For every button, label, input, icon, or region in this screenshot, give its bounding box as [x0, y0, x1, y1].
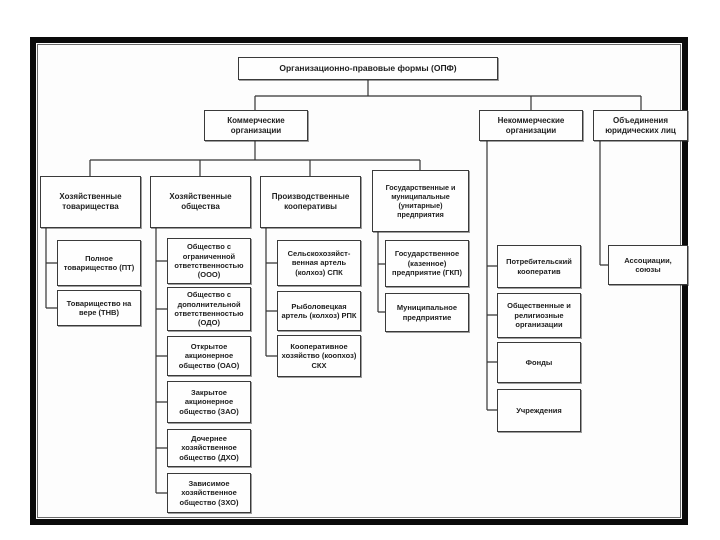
- node-consumer-cooperative: Потребительский кооператив: [497, 245, 581, 288]
- node-dho: Дочернее хозяйственное общество (ДХО): [167, 429, 251, 467]
- node-funds: Фонды: [497, 342, 581, 383]
- node-limited-partnership-tnv: Товарищество на вере (ТНВ): [57, 290, 141, 326]
- node-ooo: Общество с ограниченной ответственностью (ООО): [167, 238, 251, 284]
- node-municipal-enterprise: Муниципальное предприятие: [385, 293, 469, 332]
- node-zao: Закрытое акционерное общество (ЗАО): [167, 381, 251, 423]
- node-cooperative-farm-skh: Кооперативное хозяйство (коопхоз) СКХ: [277, 335, 361, 377]
- node-odo: Общество с дополнительной ответственностью (ОДО): [167, 287, 251, 331]
- node-state-treasury-enterprise-gkp: Государственное (казенное) предприятие (ГКП): [385, 240, 469, 287]
- node-associations-unions: Ассоциации, союзы: [608, 245, 688, 285]
- node-fishing-artel-rpk: Рыболовецкая артель (колхоз) РПК: [277, 291, 361, 331]
- node-social-religious-organizations: Общественные и религиозные организации: [497, 293, 581, 338]
- node-institutions: Учреждения: [497, 389, 581, 432]
- node-oao: Открытое акционерное общество (ОАО): [167, 336, 251, 376]
- node-full-partnership-pt: Полное товарищество (ПТ): [57, 240, 141, 286]
- node-commercial-organizations: Коммерческие организации: [204, 110, 308, 141]
- node-state-municipal-enterprises: Государственные и муниципальные (унитарные) предприятия: [372, 170, 469, 232]
- node-zho: Зависимое хозяйственное общество (ЗХО): [167, 473, 251, 513]
- node-root: Организационно-правовые формы (ОПФ): [238, 57, 498, 80]
- node-business-companies: Хозяйственные общества: [150, 176, 251, 228]
- node-agricultural-artel-spk: Сельскохозяйст- венная артель (колхоз) СПК: [277, 240, 361, 286]
- node-production-cooperatives: Производственные кооперативы: [260, 176, 361, 228]
- node-noncommercial-organizations: Некоммерческие организации: [479, 110, 583, 141]
- node-legal-entity-unions: Объединения юридических лиц: [593, 110, 688, 141]
- node-business-partnerships: Хозяйственные товарищества: [40, 176, 141, 228]
